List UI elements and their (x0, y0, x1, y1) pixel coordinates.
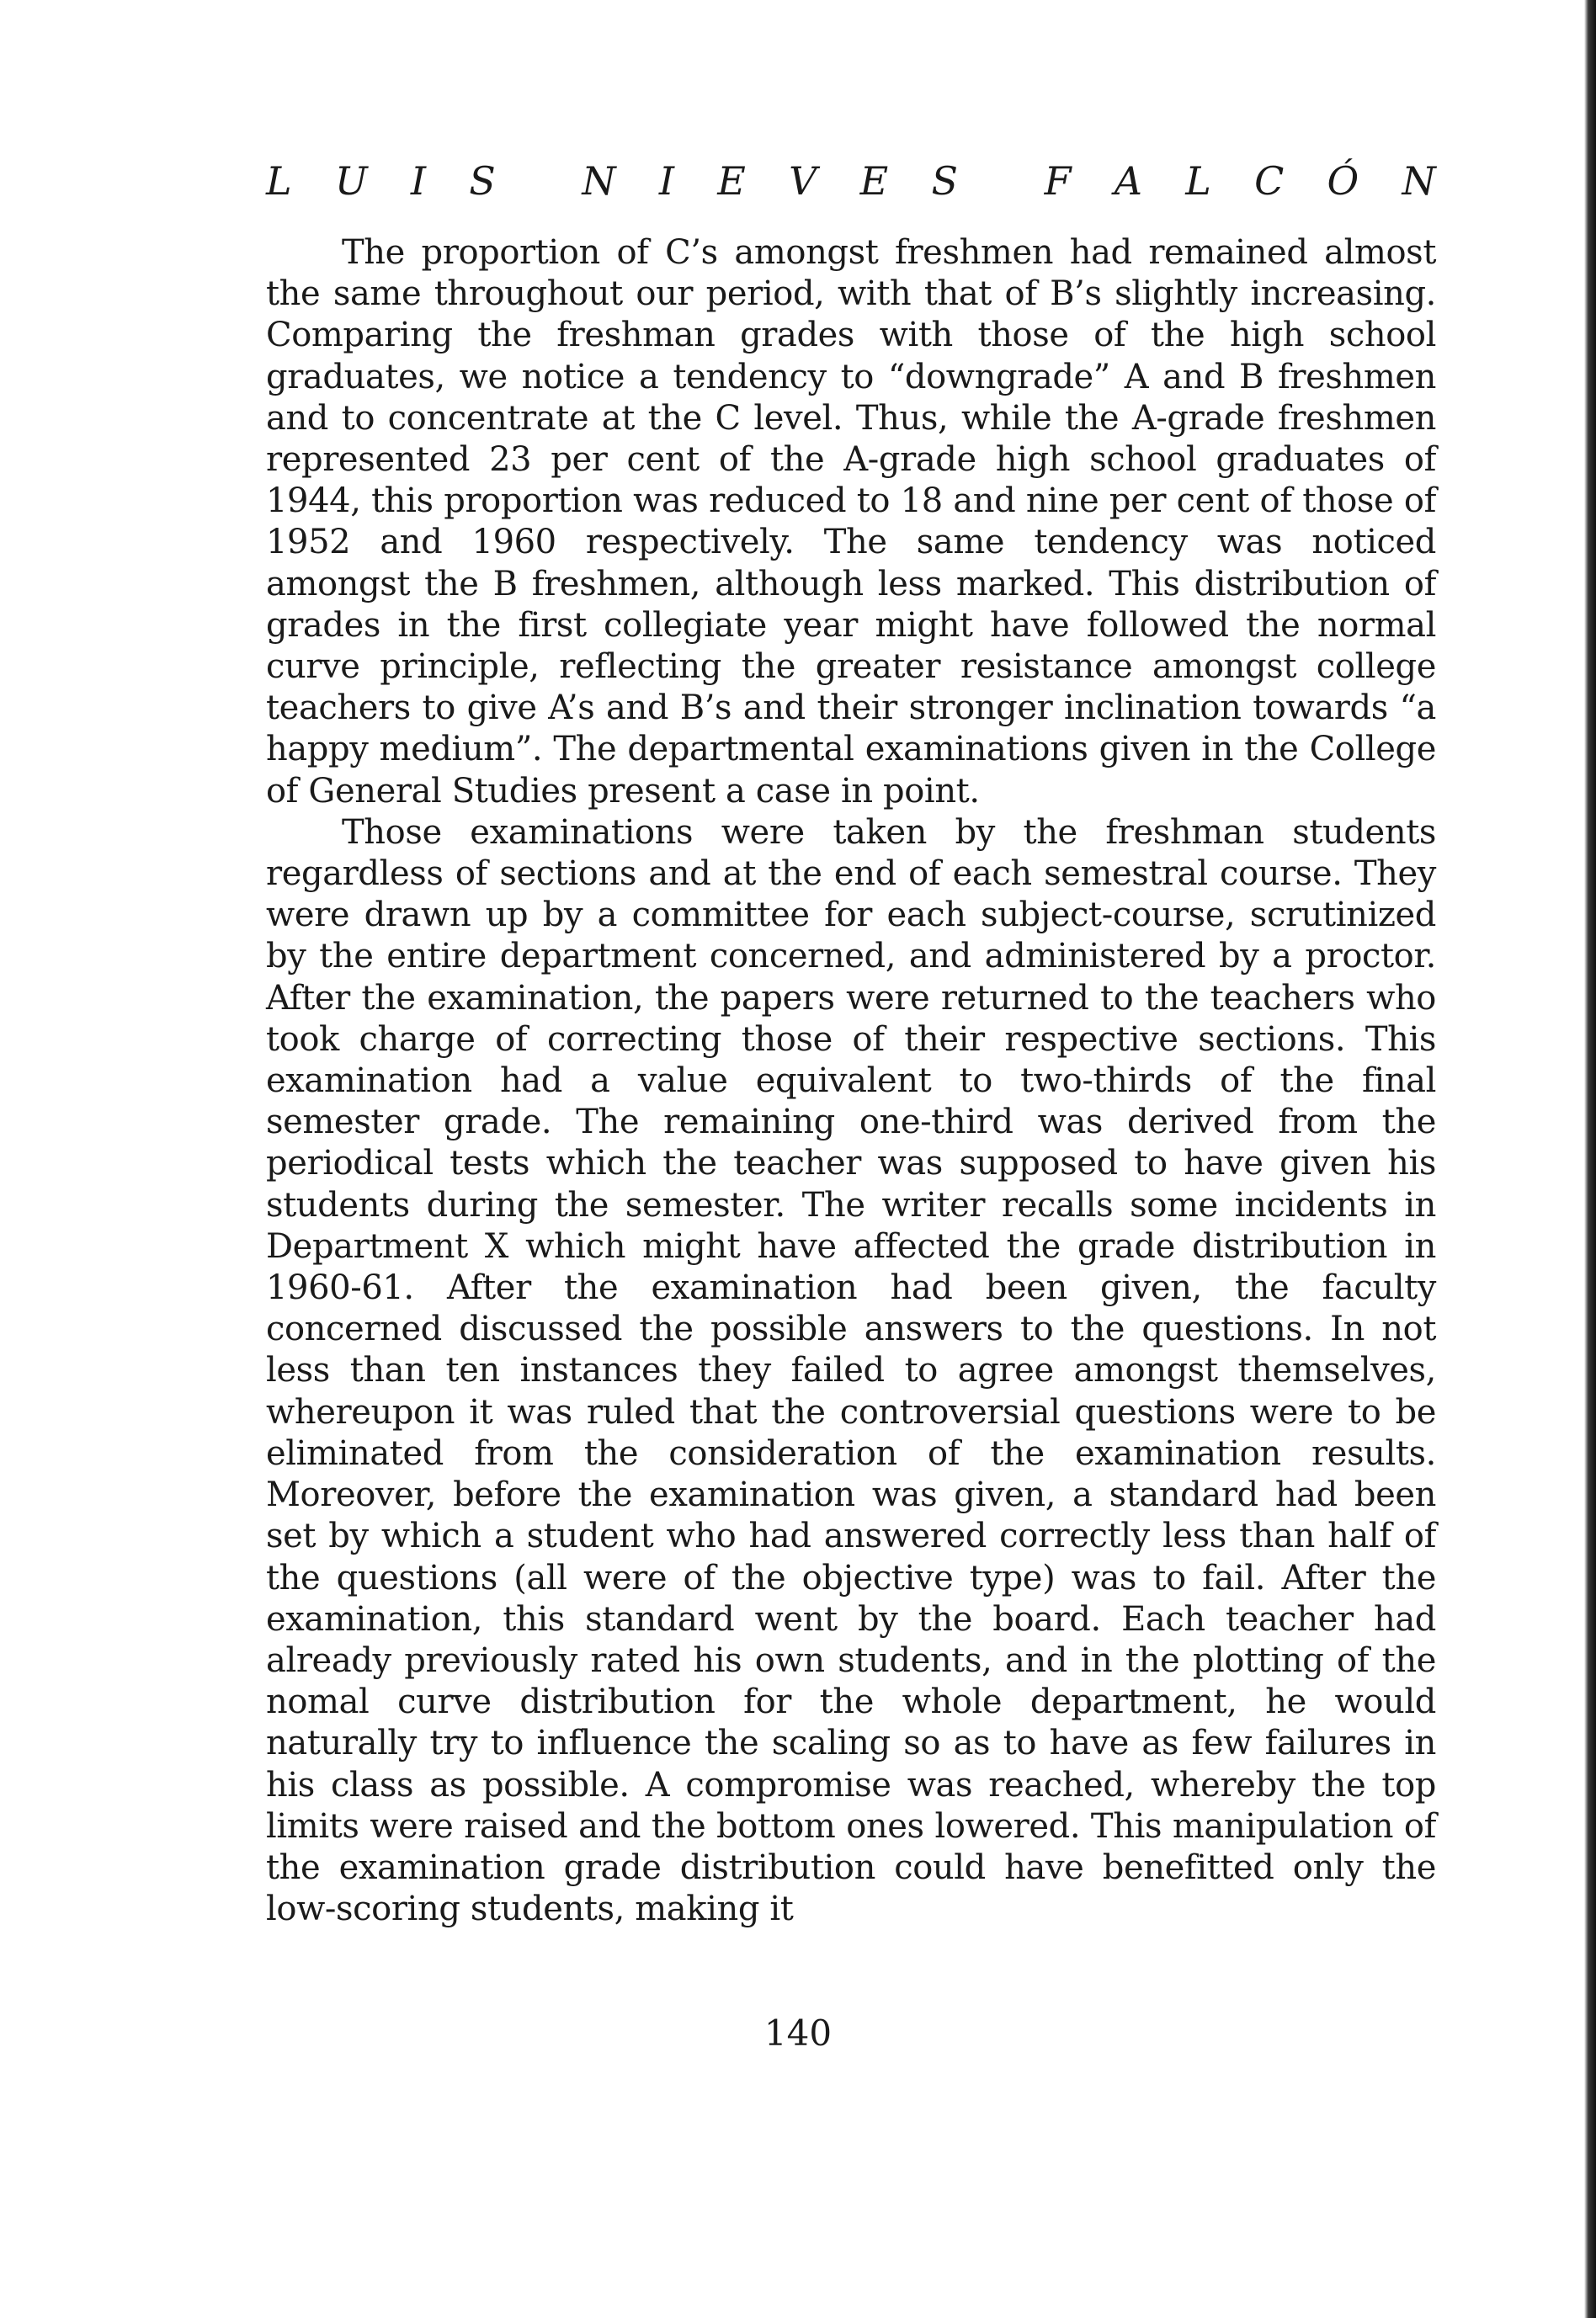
body-text (266, 232, 1436, 1930)
running-head-letter: L (266, 158, 292, 204)
running-head-letter: V (789, 158, 817, 204)
running-head-letter: N (1402, 158, 1436, 204)
running-head-letter: Ó (1327, 158, 1359, 204)
paragraph: The proportion of C’s amongst freshmen had remained almost the same throughout our period, with that of B’s slightly increasing. Comparing the freshman grades with those of the high school graduates, we notice a tendency to “downgrade” A and B freshmen and to concentrate at the C level. Thus, while the A-grade freshmen represented 23 per cent of the A-grade high school graduates of 1944, this proportion was reduced to 18 and nine per cent of those of 1952 and 1960 respectively. The same tendency was noticed amongst the B freshmen, although less marked. This distribution of grades in the first collegiate year might have followed the normal curve principle, reflecting the greater resistance amongst college teachers to give A’s and B’s and their stronger inclination towards “a happy medium”. The departmental examinations given in the College of General Studies present a case in point. (266, 233, 1436, 811)
running-head-letter: C (1254, 158, 1285, 204)
running-head-letter: E (859, 158, 889, 204)
running-head-letter: U (334, 158, 368, 204)
paragraph: Those examinations were taken by the freshman students regardless of sections and at the end of each semestral course. They were drawn up by a committee for each subject-course, scrutinized by the entire department concerned, and administered by a proctor. After the examination, the papers were returned to the teachers who took charge of correcting those of their respective sections. This examination had a value equivalent to two-thirds of the final semester grade. The remaining one-third was derived from the periodical tests which the teacher was supposed to have given his students during the semester. The writer recalls some incidents in Department X which might have affected the grade distribution in 1960-61. After the examination had been given, the faculty concerned discussed the possible answers to the questions. In not less than ten instances they failed to agree amongst themselves, whereupon it was ruled that the controversial questions were to be eliminated from the consideration of the examination results. Moreover, before the examination was given, a standard had been set by which a student who had answered correctly less than half of the questions (all were of the objective type) was to fail. After the examination, this standard went by the board. Each teacher had already previously rated his own students, and in the plotting of the nomal curve distribution for the whole department, he would naturally try to influence the scaling so as to have as few failures in his class as possible. A compromise was reached, whereby the top limits were raised and the bottom ones lowered. This manipulation of the examination grade distribution could have benefitted only the low-scoring students, making it (266, 812, 1436, 1929)
running-head-letter: N (582, 158, 616, 204)
page-number: 140 (763, 2012, 833, 2054)
page-edge-shadow (1584, 0, 1596, 2318)
running-head-letter: F (1044, 158, 1072, 204)
running-head-letter: S (469, 158, 496, 204)
running-head-letter: S (931, 158, 959, 204)
running-head (266, 152, 1436, 210)
running-head-letter: E (717, 158, 746, 204)
running-head-letter: A (1114, 158, 1142, 204)
running-head-letter: L (1185, 158, 1211, 204)
running-head-letter: I (658, 158, 675, 204)
running-head-letter: I (410, 158, 427, 204)
